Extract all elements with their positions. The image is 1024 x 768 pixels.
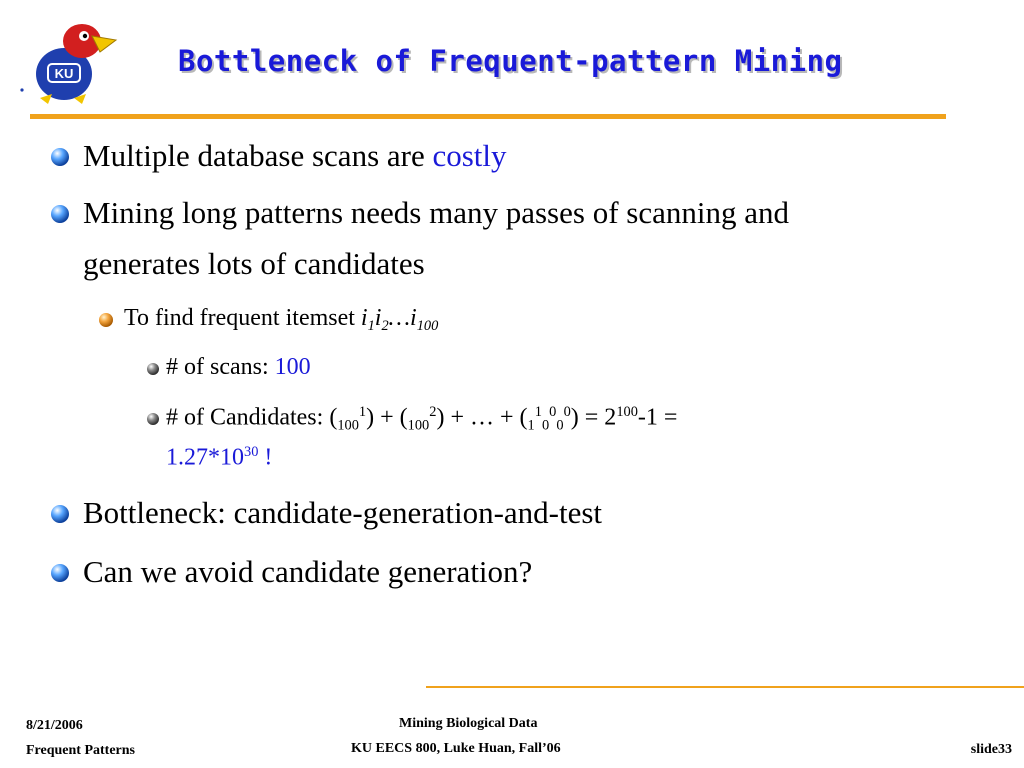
bullet-text-line2: generates lots of candidates (83, 246, 425, 281)
bullet-text-line1: Mining long patterns needs many passes of scanning and (83, 195, 789, 230)
slide-title: Bottleneck of Frequent-pattern Mining (178, 44, 843, 78)
footer-slide-number: slide33 (970, 742, 1012, 757)
result-exponent: 30 (244, 444, 259, 460)
bullet-text: Multiple database scans are (83, 138, 433, 173)
result-base: 1.27*10 (166, 444, 244, 471)
highlight-costly: costly (432, 138, 507, 173)
bullet-text: Can we avoid candidate generation? (83, 554, 533, 589)
bullet-sphere-gray-icon (146, 362, 160, 376)
candidates-formula: # of Candidates: $(_{100}^1) + (_{100}^2)$ + … + $(_1^1_0^0_0^0) = 2^{100}-1$ = (166, 404, 678, 434)
footer-divider (426, 686, 1024, 688)
footer-date: 8/21/2006 (26, 718, 83, 733)
result-bang: ! (258, 444, 273, 471)
bullet-sphere-blue-icon (50, 147, 70, 167)
bullet-sphere-blue-icon (50, 563, 70, 583)
itemset-expression: $i_1i_2\dots i_{100}$ (360, 305, 439, 335)
bullet-sphere-blue-icon (50, 204, 70, 224)
footer-topic: Frequent Patterns (26, 743, 135, 758)
bullet-text: Bottleneck: candidate-generation-and-test (83, 495, 603, 530)
svg-text:KU: KU (54, 66, 74, 81)
title-divider (30, 114, 946, 119)
footer-course-info: KU EECS 800, Luke Huan, Fall’06 (351, 741, 561, 756)
bullet-sphere-blue-icon (50, 504, 70, 524)
bullet-sphere-orange-icon (98, 312, 114, 328)
scans-value: 100 (274, 354, 311, 380)
scans-label: # of scans: (166, 354, 275, 380)
subbullet-text: To find frequent itemset (124, 305, 361, 331)
footer-course-title: Mining Biological Data (399, 716, 538, 731)
bullet-sphere-gray-icon (146, 412, 160, 426)
ku-jayhawk-logo (18, 14, 118, 106)
